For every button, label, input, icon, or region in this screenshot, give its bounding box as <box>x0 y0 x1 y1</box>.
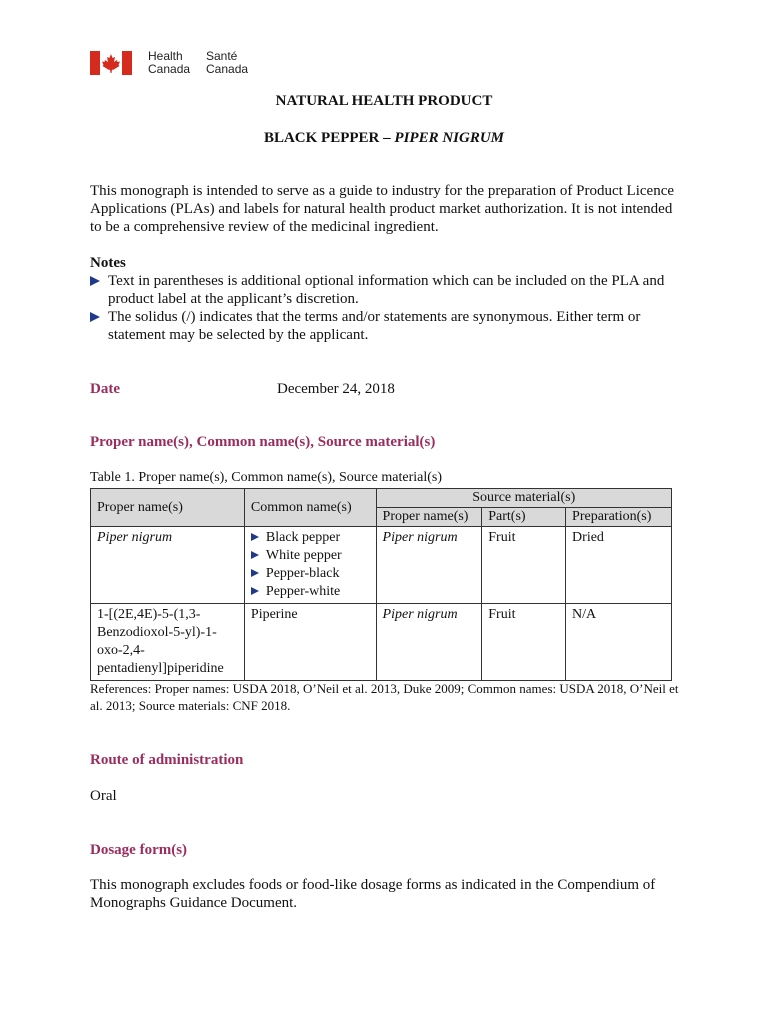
source-material-table <box>90 488 672 681</box>
common-name-item: Pepper-black <box>251 565 370 583</box>
department-name-fr: Santé Canada <box>206 49 249 76</box>
table-caption: Table 1. Proper name(s), Common name(s), Source material(s) <box>90 470 443 485</box>
notes-heading: Notes <box>90 255 126 271</box>
header-part: Part(s) <box>482 508 566 527</box>
common-name-item: Pepper-white <box>251 583 370 601</box>
cell-proper-name: Piper nigrum <box>91 527 245 604</box>
bullet-arrow-icon <box>251 551 259 559</box>
route-heading: Route of administration <box>90 752 244 768</box>
bullet-arrow-icon <box>90 276 100 286</box>
table-row <box>91 604 672 681</box>
header-common-name: Common name(s) <box>244 489 376 527</box>
cell-common-names: Piperine <box>244 604 376 681</box>
date-heading: Date <box>90 381 120 397</box>
header-source-proper-name: Proper name(s) <box>376 508 482 527</box>
department-name-en: Health Canada <box>148 49 191 76</box>
bullet-arrow-icon <box>90 312 100 322</box>
cell-preparation: Dried <box>566 527 672 604</box>
table-references: References: Proper names: USDA 2018, O’Neil et al. 2013, Duke 2009; Common names: USDA 2018, O’Neil et al. 2013; Source materials: CNF 2018. <box>90 681 679 713</box>
names-section-heading: Proper name(s), Common name(s), Source material(s) <box>90 434 436 450</box>
cell-source-proper-name: Piper nigrum <box>376 604 482 681</box>
notes-item: The solidus (/) indicates that the terms and/or statements are synonymous. Either term or statement may be selected by the applicant. <box>90 308 698 344</box>
cell-common-names <box>244 527 376 604</box>
cell-source-proper-name: Piper nigrum <box>376 527 482 604</box>
canada-flag-icon <box>90 51 132 75</box>
intro-paragraph: This monograph is intended to serve as a guide to industry for the preparation of Product Licence Applications (PLAs) and labels for natural health product market authorization. It is not intended to be a comprehensive review of the medicinal ingredient. <box>90 183 675 235</box>
header-source-material: Source material(s) <box>376 489 671 508</box>
common-name-item: Black pepper <box>251 529 370 547</box>
cell-part: Fruit <box>482 527 566 604</box>
header-proper-name: Proper name(s) <box>91 489 245 527</box>
monograph-title: BLACK PEPPER – PIPER NIGRUM <box>263 130 505 146</box>
bullet-arrow-icon <box>251 533 259 541</box>
document-title: NATURAL HEALTH PRODUCT <box>275 93 493 109</box>
cell-part: Fruit <box>482 604 566 681</box>
cell-proper-name: 1-[(2E,4E)-5-(1,3-Benzodioxol-5-yl)-1-oxo-2,4-pentadienyl]piperidine <box>91 604 245 681</box>
header-preparation: Preparation(s) <box>566 508 672 527</box>
common-name-item: White pepper <box>251 547 370 565</box>
bullet-arrow-icon <box>251 587 259 595</box>
dosage-heading: Dosage form(s) <box>90 842 188 858</box>
bullet-arrow-icon <box>251 569 259 577</box>
date-value: December 24, 2018 <box>277 381 395 397</box>
notes-item: Text in parentheses is additional optional information which can be included on the PLA and product label at the applicant’s discretion. <box>90 272 698 308</box>
dosage-text: This monograph excludes foods or food-like dosage forms as indicated in the Compendium of Monographs Guidance Document. <box>90 877 656 911</box>
table-row <box>91 527 672 604</box>
cell-preparation: N/A <box>566 604 672 681</box>
route-value: Oral <box>90 788 117 804</box>
